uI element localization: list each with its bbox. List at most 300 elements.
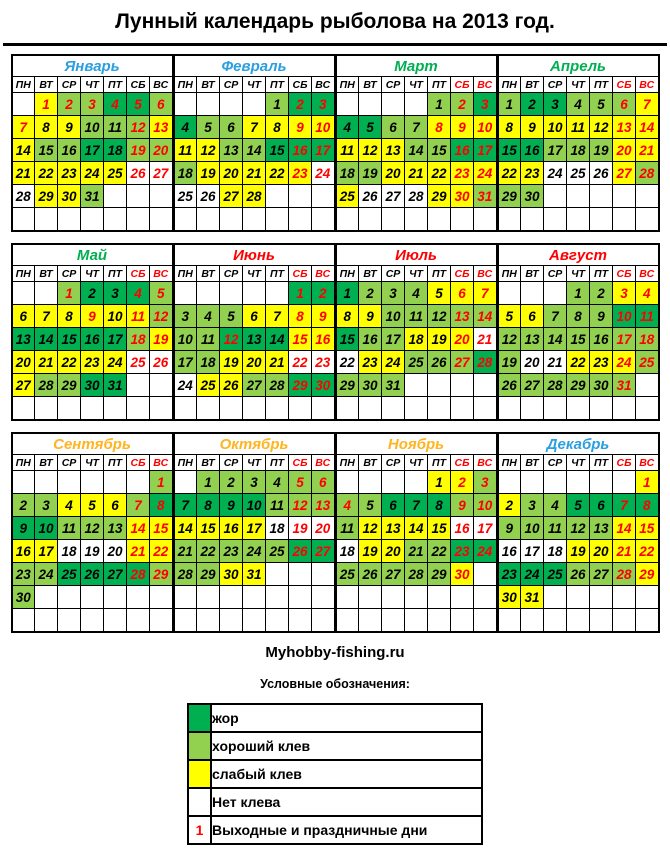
day-cell: 6 [521, 305, 544, 328]
day-cell: 7 [613, 494, 636, 517]
empty-cell [58, 471, 81, 494]
day-cell: 12 [359, 517, 382, 540]
empty-cell [266, 563, 289, 586]
day-cell: 10 [474, 116, 497, 139]
day-cell: 23 [521, 162, 544, 185]
empty-cell [613, 471, 636, 494]
day-cell: 11 [544, 517, 567, 540]
legend-row [188, 760, 482, 788]
title-divider [3, 43, 667, 46]
empty-cell [474, 374, 497, 397]
month-title: Ноябрь [336, 433, 497, 455]
day-cell: 2 [12, 494, 35, 517]
weekday-header: ПТ [104, 455, 127, 471]
day-cell: 13 [590, 517, 613, 540]
empty-cell [104, 471, 127, 494]
weekday-header: ВТ [359, 77, 382, 93]
legend-row [188, 816, 482, 844]
day-cell: 22 [266, 162, 289, 185]
weekday-header: ВТ [521, 77, 544, 93]
day-cell: 1 [498, 93, 521, 116]
day-cell: 30 [498, 586, 521, 609]
empty-cell [636, 586, 659, 609]
empty-cell [81, 397, 104, 421]
empty-cell [336, 93, 359, 116]
day-cell: 21 [127, 540, 150, 563]
day-cell: 11 [336, 517, 359, 540]
day-cell: 12 [127, 116, 150, 139]
month-title: Март [336, 55, 497, 77]
day-cell: 14 [613, 517, 636, 540]
day-cell: 7 [174, 494, 197, 517]
empty-cell [150, 397, 173, 421]
calendar-band-2 [0, 243, 670, 421]
empty-cell [127, 609, 150, 633]
day-cell: 19 [567, 540, 590, 563]
weekday-header: СБ [127, 266, 150, 282]
empty-cell [81, 208, 104, 232]
day-cell: 2 [312, 282, 335, 305]
day-cell: 12 [289, 494, 312, 517]
weekday-header: ВС [474, 455, 497, 471]
weekday-header: ВТ [35, 266, 58, 282]
day-cell: 28 [12, 185, 35, 208]
day-cell: 17 [521, 540, 544, 563]
empty-cell [312, 397, 335, 421]
day-cell: 29 [35, 185, 58, 208]
empty-cell [451, 586, 474, 609]
day-cell: 13 [451, 305, 474, 328]
day-cell: 11 [266, 494, 289, 517]
empty-cell [428, 374, 451, 397]
empty-cell [243, 609, 266, 633]
day-cell: 11 [567, 116, 590, 139]
day-cell: 13 [12, 328, 35, 351]
day-cell: 18 [174, 162, 197, 185]
day-cell: 17 [174, 351, 197, 374]
empty-cell [636, 374, 659, 397]
day-cell: 27 [382, 563, 405, 586]
day-cell: 2 [359, 282, 382, 305]
day-cell: 28 [636, 162, 659, 185]
day-cell: 10 [544, 116, 567, 139]
day-cell: 29 [428, 563, 451, 586]
legend-label: слабый клев [211, 760, 482, 788]
day-cell: 12 [81, 517, 104, 540]
month-title: Июнь [174, 244, 335, 266]
day-cell: 9 [451, 116, 474, 139]
day-cell: 3 [382, 282, 405, 305]
day-cell: 7 [636, 93, 659, 116]
empty-cell [35, 282, 58, 305]
empty-cell [567, 397, 590, 421]
day-cell: 8 [266, 116, 289, 139]
empty-cell [544, 609, 567, 633]
month-11 [335, 432, 498, 633]
empty-cell [197, 208, 220, 232]
month-7 [335, 243, 498, 421]
empty-cell [428, 609, 451, 633]
day-cell: 22 [58, 351, 81, 374]
empty-cell [12, 397, 35, 421]
day-cell: 19 [359, 540, 382, 563]
day-cell: 30 [590, 374, 613, 397]
empty-cell [359, 586, 382, 609]
weekday-header: ПТ [104, 266, 127, 282]
day-cell: 2 [590, 282, 613, 305]
day-cell: 9 [289, 116, 312, 139]
day-cell: 3 [474, 471, 497, 494]
day-cell: 4 [567, 93, 590, 116]
empty-cell [613, 609, 636, 633]
empty-cell [312, 208, 335, 232]
weekday-header: ЧТ [81, 455, 104, 471]
weekday-header: ЧТ [567, 77, 590, 93]
empty-cell [451, 374, 474, 397]
day-cell: 20 [590, 540, 613, 563]
weekday-header: ЧТ [405, 455, 428, 471]
day-cell: 7 [127, 494, 150, 517]
day-cell: 9 [12, 517, 35, 540]
empty-cell [613, 586, 636, 609]
weekday-header: СБ [127, 455, 150, 471]
day-cell: 10 [474, 494, 497, 517]
day-cell: 15 [58, 328, 81, 351]
day-cell: 8 [428, 494, 451, 517]
day-cell: 19 [590, 139, 613, 162]
day-cell: 10 [613, 305, 636, 328]
day-cell: 14 [636, 116, 659, 139]
empty-cell [590, 397, 613, 421]
day-cell: 4 [405, 282, 428, 305]
weekday-header: ПН [12, 266, 35, 282]
weekday-header: ПТ [590, 77, 613, 93]
day-cell: 11 [58, 517, 81, 540]
day-cell: 2 [521, 93, 544, 116]
day-cell: 20 [150, 139, 173, 162]
day-cell: 3 [474, 93, 497, 116]
weekday-header: СБ [289, 266, 312, 282]
empty-cell [104, 397, 127, 421]
day-cell: 24 [35, 563, 58, 586]
weekday-header: ВТ [35, 455, 58, 471]
day-cell: 31 [521, 586, 544, 609]
day-cell: 26 [289, 540, 312, 563]
day-cell: 24 [474, 540, 497, 563]
day-cell: 5 [590, 93, 613, 116]
empty-cell [150, 208, 173, 232]
weekday-header: ПН [336, 77, 359, 93]
day-cell: 6 [590, 494, 613, 517]
weekday-header: ПТ [428, 266, 451, 282]
day-cell: 31 [382, 374, 405, 397]
legend-label: Выходные и праздничные дни [211, 816, 482, 844]
month-10 [173, 432, 336, 633]
empty-cell [12, 282, 35, 305]
day-cell: 30 [312, 374, 335, 397]
day-cell: 26 [567, 563, 590, 586]
day-cell: 15 [266, 139, 289, 162]
empty-cell [336, 586, 359, 609]
day-cell: 6 [382, 116, 405, 139]
weekday-header: ЧТ [243, 455, 266, 471]
day-cell: 12 [498, 328, 521, 351]
day-cell: 24 [243, 540, 266, 563]
day-cell: 8 [567, 305, 590, 328]
empty-cell [266, 397, 289, 421]
day-cell: 3 [613, 282, 636, 305]
day-cell: 25 [336, 185, 359, 208]
weekday-header: ПТ [266, 266, 289, 282]
day-cell: 29 [58, 374, 81, 397]
day-cell: 6 [12, 305, 35, 328]
empty-cell [127, 185, 150, 208]
month-title: Сентябрь [12, 433, 173, 455]
day-cell: 10 [243, 494, 266, 517]
day-cell: 5 [220, 305, 243, 328]
day-cell: 28 [127, 563, 150, 586]
empty-cell [312, 586, 335, 609]
day-cell: 24 [474, 162, 497, 185]
day-cell: 5 [197, 116, 220, 139]
day-cell: 3 [81, 93, 104, 116]
month-title: Февраль [174, 55, 335, 77]
legend-swatch-lg [188, 732, 211, 760]
day-cell: 11 [197, 328, 220, 351]
day-cell: 25 [544, 563, 567, 586]
legend-swatch-red1: 1 [188, 816, 211, 844]
day-cell: 2 [451, 93, 474, 116]
day-cell: 24 [312, 162, 335, 185]
day-cell: 18 [405, 328, 428, 351]
weekday-header: СР [220, 77, 243, 93]
day-cell: 30 [451, 185, 474, 208]
empty-cell [521, 282, 544, 305]
day-cell: 18 [336, 162, 359, 185]
weekday-header: ВС [312, 266, 335, 282]
empty-cell [12, 93, 35, 116]
day-cell: 20 [243, 351, 266, 374]
empty-cell [382, 609, 405, 633]
weekday-header: ПН [12, 455, 35, 471]
empty-cell [521, 397, 544, 421]
empty-cell [35, 609, 58, 633]
empty-cell [243, 586, 266, 609]
empty-cell [174, 586, 197, 609]
day-cell: 24 [521, 563, 544, 586]
weekday-header: ПТ [266, 77, 289, 93]
weekday-header: СР [382, 455, 405, 471]
day-cell: 2 [498, 494, 521, 517]
day-cell: 17 [35, 540, 58, 563]
weekday-header: ВС [636, 77, 659, 93]
day-cell: 30 [220, 563, 243, 586]
day-cell: 23 [451, 540, 474, 563]
empty-cell [590, 609, 613, 633]
empty-cell [174, 208, 197, 232]
day-cell: 21 [12, 162, 35, 185]
empty-cell [12, 471, 35, 494]
day-cell: 10 [312, 116, 335, 139]
empty-cell [474, 586, 497, 609]
empty-cell [359, 471, 382, 494]
day-cell: 19 [150, 328, 173, 351]
day-cell: 23 [220, 540, 243, 563]
legend-swatch-y [188, 760, 211, 788]
weekday-header: ВС [312, 455, 335, 471]
day-cell: 11 [104, 116, 127, 139]
day-cell: 8 [58, 305, 81, 328]
legend-row [188, 704, 482, 732]
empty-cell [127, 397, 150, 421]
empty-cell [405, 609, 428, 633]
empty-cell [289, 208, 312, 232]
empty-cell [613, 185, 636, 208]
day-cell: 14 [266, 328, 289, 351]
weekday-header: СБ [289, 455, 312, 471]
day-cell: 21 [35, 351, 58, 374]
day-cell: 28 [405, 563, 428, 586]
empty-cell [243, 208, 266, 232]
day-cell: 6 [312, 471, 335, 494]
day-cell: 22 [35, 162, 58, 185]
day-cell: 21 [266, 351, 289, 374]
month-title: Октябрь [174, 433, 335, 455]
day-cell: 18 [104, 139, 127, 162]
day-cell: 17 [312, 139, 335, 162]
day-cell: 9 [359, 305, 382, 328]
day-cell: 25 [636, 351, 659, 374]
day-cell: 19 [127, 139, 150, 162]
day-cell: 8 [35, 116, 58, 139]
day-cell: 4 [127, 282, 150, 305]
day-cell: 7 [266, 305, 289, 328]
day-cell: 11 [336, 139, 359, 162]
empty-cell [636, 185, 659, 208]
day-cell: 18 [58, 540, 81, 563]
day-cell: 27 [382, 185, 405, 208]
day-cell: 2 [220, 471, 243, 494]
weekday-header: ЧТ [405, 266, 428, 282]
day-cell: 8 [197, 494, 220, 517]
empty-cell [405, 374, 428, 397]
empty-cell [521, 471, 544, 494]
day-cell: 31 [474, 185, 497, 208]
day-cell: 23 [12, 563, 35, 586]
day-cell: 4 [104, 93, 127, 116]
weekday-header: ЧТ [567, 266, 590, 282]
empty-cell [243, 397, 266, 421]
day-cell: 4 [266, 471, 289, 494]
day-cell: 16 [58, 139, 81, 162]
day-cell: 18 [127, 328, 150, 351]
day-cell: 17 [243, 517, 266, 540]
empty-cell [544, 185, 567, 208]
empty-cell [359, 208, 382, 232]
weekday-header: СБ [289, 77, 312, 93]
day-cell: 5 [428, 282, 451, 305]
weekday-header: ПТ [428, 455, 451, 471]
empty-cell [220, 282, 243, 305]
day-cell: 17 [474, 139, 497, 162]
empty-cell [81, 609, 104, 633]
month-4 [497, 54, 660, 232]
day-cell: 28 [243, 185, 266, 208]
weekday-header: ЧТ [567, 455, 590, 471]
day-cell: 6 [243, 305, 266, 328]
day-cell: 23 [81, 351, 104, 374]
weekday-header: ЧТ [81, 77, 104, 93]
empty-cell [289, 609, 312, 633]
empty-cell [220, 397, 243, 421]
empty-cell [220, 93, 243, 116]
empty-cell [405, 586, 428, 609]
weekday-header: ПТ [104, 77, 127, 93]
day-cell: 15 [289, 328, 312, 351]
day-cell: 6 [451, 282, 474, 305]
empty-cell [336, 208, 359, 232]
day-cell: 15 [498, 139, 521, 162]
day-cell: 25 [405, 351, 428, 374]
day-cell: 6 [150, 93, 173, 116]
empty-cell [521, 609, 544, 633]
day-cell: 30 [359, 374, 382, 397]
empty-cell [266, 282, 289, 305]
weekday-header: СР [544, 455, 567, 471]
weekday-header: ВТ [197, 266, 220, 282]
day-cell: 11 [636, 305, 659, 328]
day-cell: 16 [451, 517, 474, 540]
weekday-header: ПН [336, 455, 359, 471]
day-cell: 30 [12, 586, 35, 609]
day-cell: 31 [243, 563, 266, 586]
day-cell: 13 [521, 328, 544, 351]
day-cell: 7 [405, 116, 428, 139]
day-cell: 20 [312, 517, 335, 540]
day-cell: 21 [405, 540, 428, 563]
legend-label: жор [211, 704, 482, 732]
empty-cell [382, 93, 405, 116]
day-cell: 28 [174, 563, 197, 586]
legend-swatch-w [188, 788, 211, 816]
day-cell: 10 [104, 305, 127, 328]
empty-cell [312, 609, 335, 633]
day-cell: 7 [544, 305, 567, 328]
day-cell: 30 [521, 185, 544, 208]
day-cell: 26 [590, 162, 613, 185]
empty-cell [12, 609, 35, 633]
empty-cell [590, 586, 613, 609]
day-cell: 31 [613, 374, 636, 397]
day-cell: 26 [498, 374, 521, 397]
empty-cell [81, 471, 104, 494]
day-cell: 22 [336, 351, 359, 374]
day-cell: 15 [35, 139, 58, 162]
empty-cell [197, 397, 220, 421]
day-cell: 28 [613, 563, 636, 586]
day-cell: 9 [312, 305, 335, 328]
day-cell: 14 [127, 517, 150, 540]
weekday-header: ВТ [521, 266, 544, 282]
empty-cell [521, 208, 544, 232]
day-cell: 16 [220, 517, 243, 540]
empty-cell [498, 397, 521, 421]
day-cell: 16 [312, 328, 335, 351]
weekday-header: ПН [174, 455, 197, 471]
empty-cell [428, 208, 451, 232]
day-cell: 16 [590, 328, 613, 351]
day-cell: 19 [81, 540, 104, 563]
